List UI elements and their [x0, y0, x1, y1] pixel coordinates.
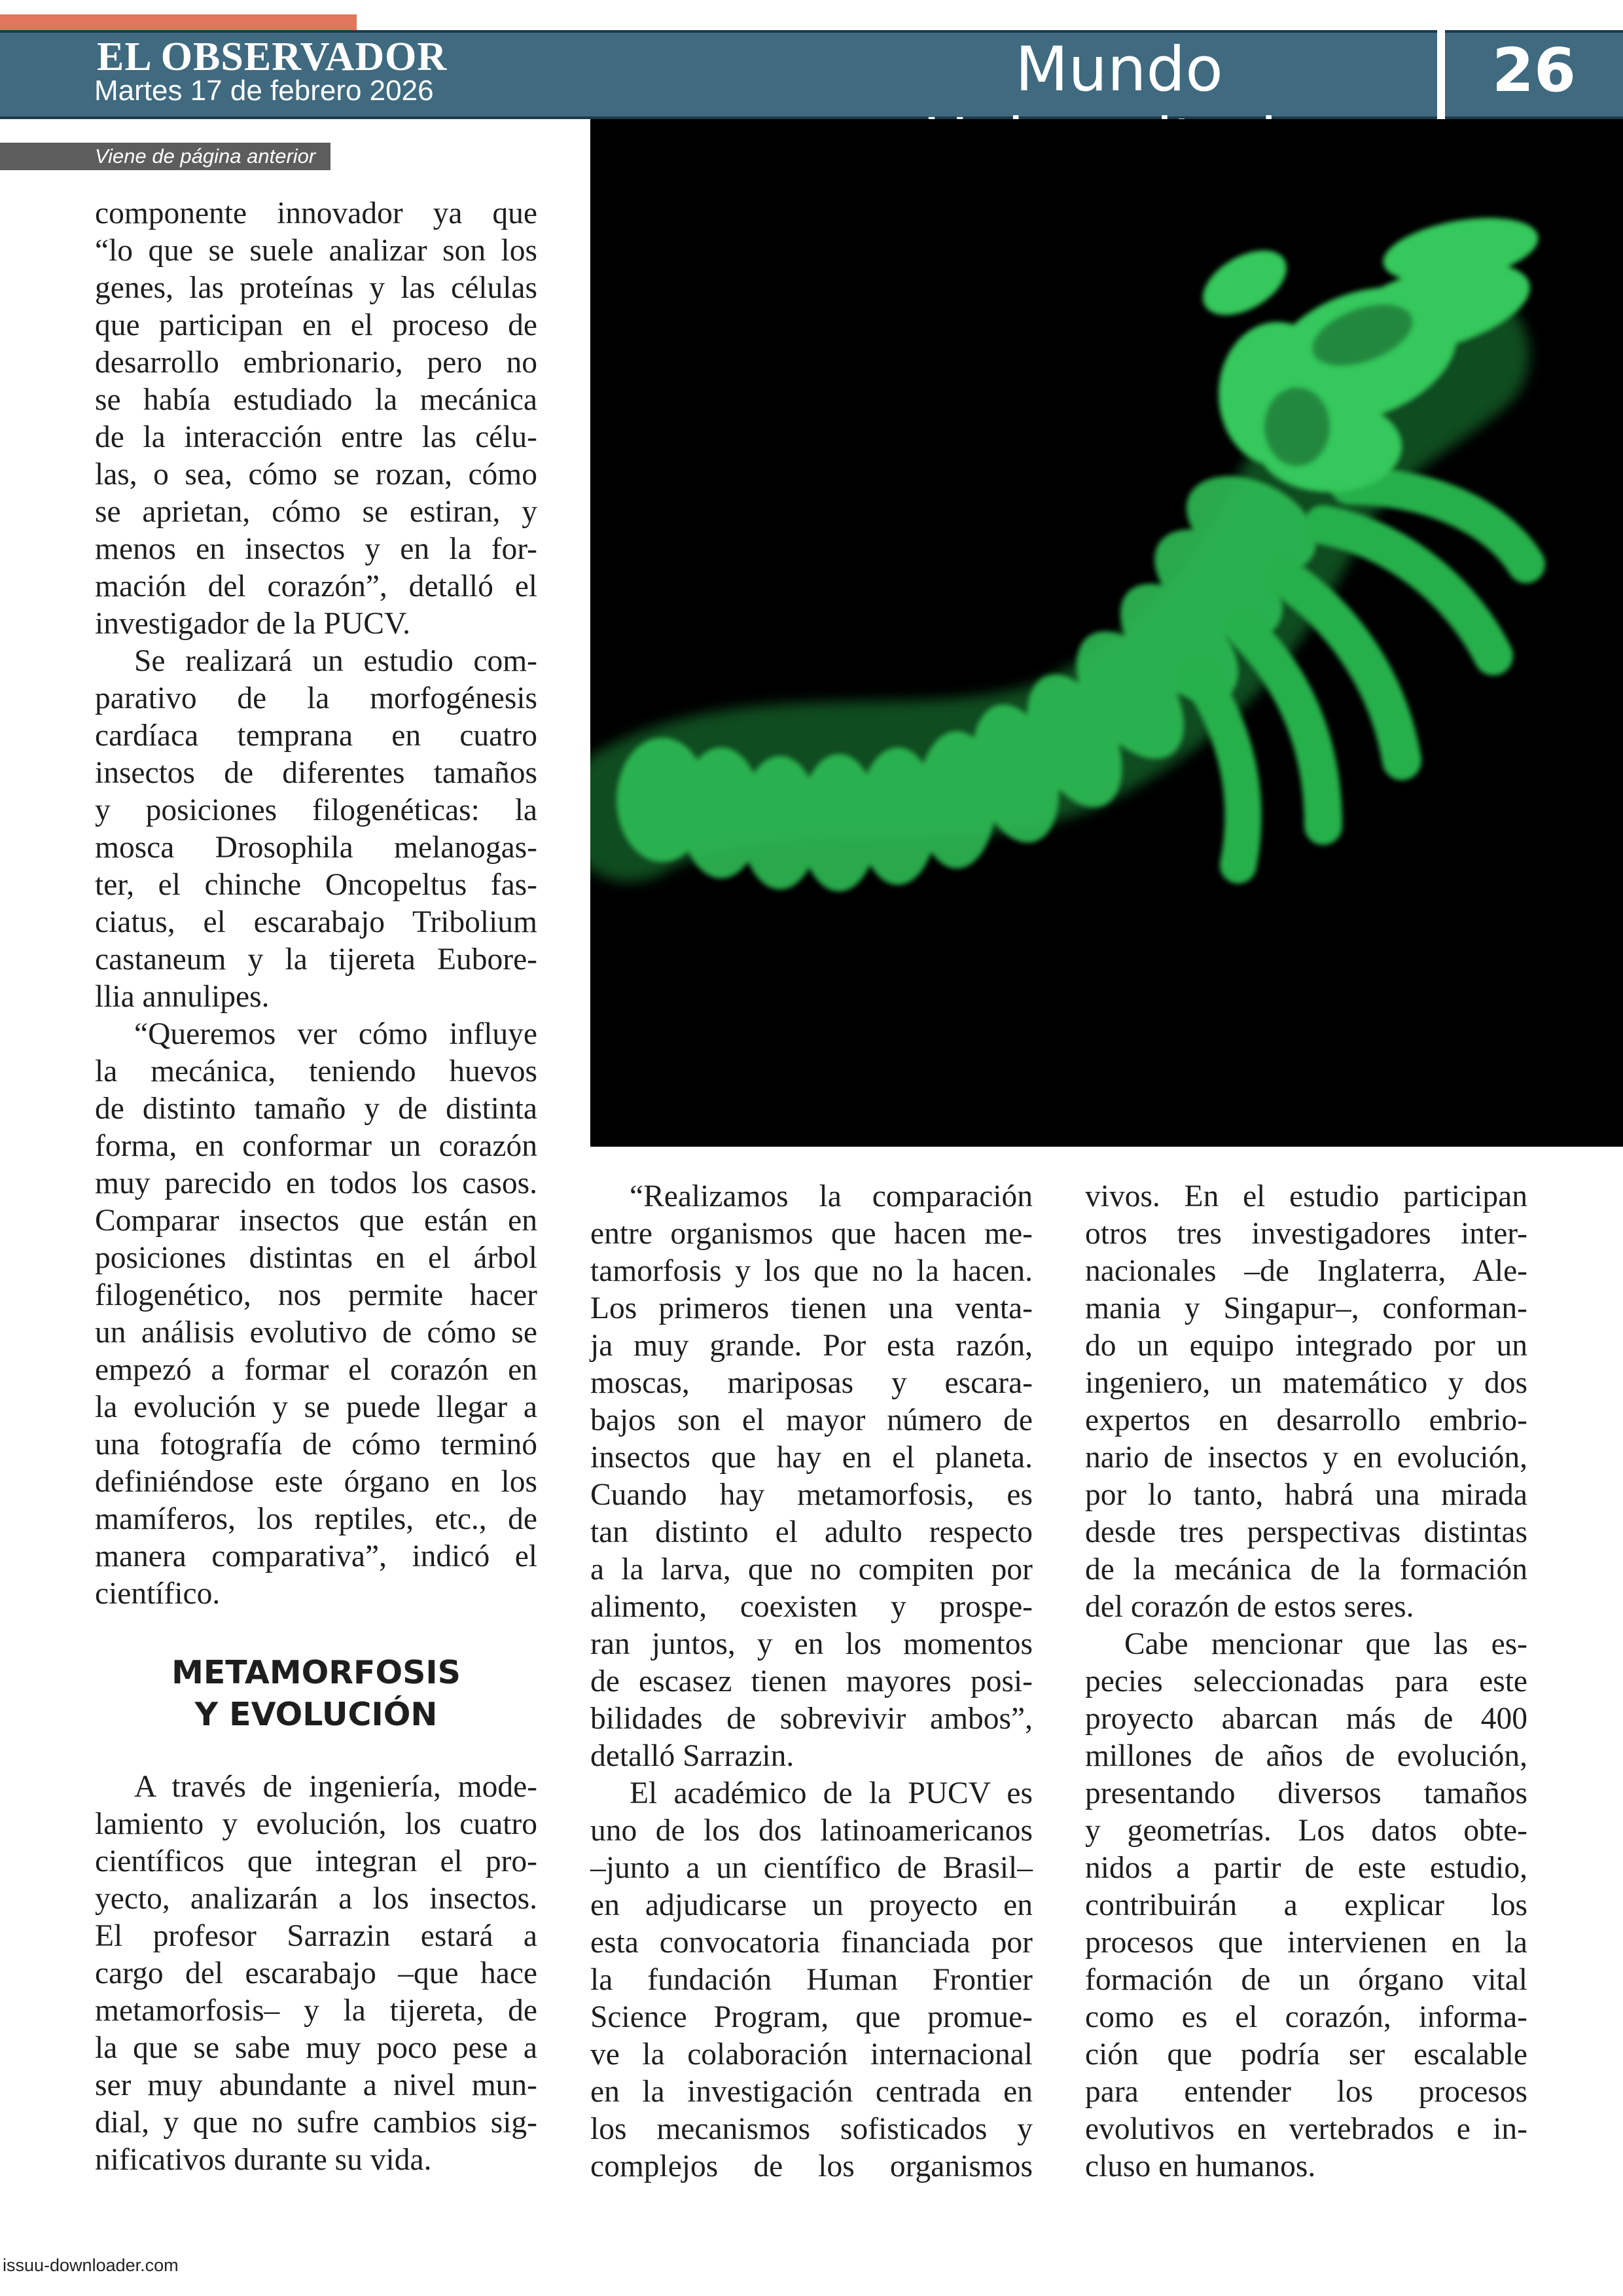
text-line: proyecto abarcan más de 400: [1085, 1702, 1527, 1736]
text-line: detalló Sarrazin.: [590, 1739, 794, 1773]
text-line: ve la colaboración internacional: [590, 2037, 1033, 2072]
newspaper-name: EL OBSERVADOR: [97, 35, 448, 79]
text-line: una fotografía de cómo terminó: [95, 1427, 537, 1462]
text-line: “lo que se suele analizar son los: [95, 234, 537, 268]
text-line: en la investigación centrada en: [590, 2075, 1033, 2109]
text-line: manera comparativa”, indicó el: [95, 1539, 537, 1573]
issue-date: Martes 17 de febrero 2026: [94, 75, 434, 107]
text-line: insectos de diferentes tamaños: [95, 756, 537, 790]
text-line: millones de años de evolución,: [1085, 1739, 1527, 1773]
text-line: mamíferos, los reptiles, etc., de: [95, 1502, 537, 1536]
text-line: A través de ingeniería, mode-: [134, 1770, 537, 1804]
text-line: componente innovador ya que: [95, 196, 537, 230]
text-line: cardíaca temprana en cuatro: [95, 719, 537, 753]
text-line: científicos que integran el pro-: [95, 1844, 537, 1878]
text-line: ción que podría ser escalable: [1085, 2037, 1527, 2072]
text-line: empezó a formar el corazón en: [95, 1353, 537, 1387]
text-line: por lo tanto, habrá una mirada: [1085, 1478, 1527, 1512]
text-line: ter, el chinche Oncopeltus fas-: [95, 868, 537, 902]
text-line: dial, y que no sufre cambios sig-: [95, 2106, 537, 2140]
text-line: otros tres investigadores inter-: [1085, 1217, 1527, 1251]
download-credit: issuu-downloader.com: [3, 2255, 179, 2275]
text-line: do un equipo integrado por un: [1085, 1329, 1527, 1363]
text-line: nacionales –de Inglaterra, Ale-: [1085, 1254, 1527, 1288]
text-line: un análisis evolutivo de cómo se: [95, 1316, 537, 1350]
text-line: definiéndose este órgano en los: [95, 1465, 537, 1499]
section-subheading: [95, 1652, 537, 1736]
text-line: yecto, analizarán a los insectos.: [95, 1882, 537, 1916]
text-line: ja muy grande. Por esta razón,: [590, 1329, 1033, 1363]
text-line: complejos de los organismos: [590, 2149, 1033, 2183]
text-line: El profesor Sarrazin estará a: [95, 1919, 537, 1953]
text-line: de distinto tamaño y de distinta: [95, 1092, 537, 1126]
text-line: ingeniero, un matemático y dos: [1085, 1366, 1527, 1400]
text-line: bajos son el mayor número de: [590, 1403, 1033, 1437]
text-line: nificativos durante su vida.: [95, 2143, 432, 2177]
text-line: esta convocatoria financiada por: [590, 1926, 1033, 1960]
text-line: filogenético, nos permite hacer: [95, 1278, 537, 1312]
header-divider: [1437, 30, 1445, 119]
text-line: uno de los dos latinoamericanos: [590, 1814, 1033, 1848]
section-title: Mundo: [1015, 34, 1223, 105]
text-line: investigador de la PUCV.: [95, 607, 411, 641]
text-line: del corazón de estos seres.: [1085, 1590, 1414, 1624]
article-column-2: [590, 1178, 1033, 2185]
text-line: se aprietan, cómo se estiran, y: [95, 495, 537, 529]
text-line: parativo de la morfogénesis: [95, 681, 537, 715]
text-line: ser muy abundante a nivel mun-: [95, 2068, 537, 2102]
text-line: en adjudicarse un proyecto en: [590, 1888, 1033, 1922]
text-line: la que se sabe muy poco pese a: [95, 2031, 537, 2065]
text-line: forma, en conformar un corazón: [95, 1129, 537, 1163]
text-line: evolutivos en vertebrados e in-: [1085, 2112, 1527, 2146]
text-line: mación del corazón”, detalló el: [95, 569, 537, 603]
text-line: menos en insectos y en la for-: [95, 532, 537, 566]
text-line: genes, las proteínas y las células: [95, 271, 537, 305]
text-line: mosca Drosophila melanogas-: [95, 831, 537, 865]
article-photo: [590, 119, 1623, 1147]
text-line: y posiciones filogenéticas: la: [95, 793, 537, 827]
text-line: desarrollo embrionario, pero no: [95, 346, 537, 380]
header-accent-stripe: [0, 14, 357, 30]
text-line: Se realizará un estudio com-: [134, 644, 537, 678]
text-line: tan distinto el adulto respecto: [590, 1515, 1033, 1549]
text-line: vivos. En el estudio participan: [1085, 1179, 1527, 1213]
text-line: entre organismos que hacen me-: [590, 1217, 1033, 1251]
text-line: se había estudiado la mecánica: [95, 383, 537, 417]
text-line: posiciones distintas en el árbol: [95, 1241, 537, 1275]
text-line: ciatus, el escarabajo Tribolium: [95, 905, 537, 939]
article-column-1-continued: [95, 1768, 537, 2179]
text-line: tamorfosis y los que no la hacen.: [590, 1254, 1033, 1288]
text-line: El académico de la PUCV es: [630, 1776, 1033, 1810]
text-line: moscas, mariposas y escara-: [590, 1366, 1033, 1400]
text-line: Science Program, que promue-: [590, 2000, 1033, 2034]
article-column-1: [95, 195, 537, 1613]
text-line: formación de un órgano vital: [1085, 1963, 1527, 1997]
text-line: de escasez tienen mayores posi-: [590, 1664, 1033, 1698]
text-line: “Queremos ver cómo influye: [134, 1017, 537, 1051]
text-line: a la larva, que no compiten por: [590, 1552, 1033, 1587]
text-line: expertos en desarrollo embrio-: [1085, 1403, 1527, 1437]
text-line: cluso en humanos.: [1085, 2149, 1316, 2183]
text-line: la fundación Human Frontier: [590, 1963, 1033, 1997]
text-line: los mecanismos sofisticados y: [590, 2112, 1033, 2146]
text-line: desde tres perspectivas distintas: [1085, 1515, 1527, 1549]
article-column-3: [1085, 1178, 1527, 2185]
text-line: lamiento y evolución, los cuatro: [95, 1807, 537, 1841]
text-line: pecies seleccionadas para este: [1085, 1664, 1527, 1698]
text-line: llia annulipes.: [95, 980, 270, 1014]
text-line: procesos que intervienen en la: [1085, 1926, 1527, 1960]
text-line: como es el corazón, informa-: [1085, 2000, 1527, 2034]
text-line: insectos que hay en el planeta.: [590, 1441, 1033, 1475]
text-line: metamorfosis– y la tijereta, de: [95, 1994, 537, 2028]
subheading-line-1: METAMORFOSIS: [171, 1654, 461, 1691]
text-line: la mecánica, teniendo huevos: [95, 1054, 537, 1088]
text-line: las, o sea, cómo se rozan, cómo: [95, 457, 537, 492]
fluorescent-embryo-image: [590, 119, 1623, 1147]
text-line: nario de insectos y en evolución,: [1085, 1441, 1527, 1475]
text-line: Cabe mencionar que las es-: [1124, 1627, 1527, 1661]
text-line: mania y Singapur–, conforman-: [1085, 1291, 1527, 1325]
text-line: Comparar insectos que están en: [95, 1204, 537, 1238]
text-line: para entender los procesos: [1085, 2075, 1527, 2109]
text-line: cargo del escarabajo –que hace: [95, 1956, 537, 1990]
text-line: alimento, coexisten y prospe-: [590, 1590, 1033, 1624]
text-line: presentando diversos tamaños: [1085, 1776, 1527, 1810]
text-line: que participan en el proceso de: [95, 308, 537, 342]
text-line: de la mecánica de la formación: [1085, 1552, 1527, 1587]
text-line: Los primeros tienen una venta-: [590, 1291, 1033, 1325]
text-line: Cuando hay metamorfosis, es: [590, 1478, 1033, 1512]
text-line: muy parecido en todos los casos.: [95, 1166, 537, 1200]
text-line: castaneum y la tijereta Eubore-: [95, 942, 537, 977]
text-line: científico.: [95, 1577, 221, 1611]
subheading-line-2: Y EVOLUCIÓN: [194, 1696, 438, 1733]
text-line: de la interacción entre las célu-: [95, 420, 537, 454]
text-line: –junto a un científico de Brasil–: [590, 1851, 1033, 1885]
text-line: bilidades de sobrevivir ambos”,: [590, 1702, 1033, 1736]
text-line: y geometrías. Los datos obte-: [1085, 1814, 1527, 1848]
text-line: ran juntos, y en los momentos: [590, 1627, 1033, 1661]
continued-from-label: Viene de página anterior: [0, 143, 330, 170]
text-line: la evolución y se puede llegar a: [95, 1390, 537, 1424]
text-line: “Realizamos la comparación: [630, 1179, 1033, 1213]
text-line: nidos a partir de este estudio,: [1085, 1851, 1527, 1885]
page-number: 26: [1491, 35, 1577, 105]
text-line: contribuirán a explicar los: [1085, 1888, 1527, 1922]
